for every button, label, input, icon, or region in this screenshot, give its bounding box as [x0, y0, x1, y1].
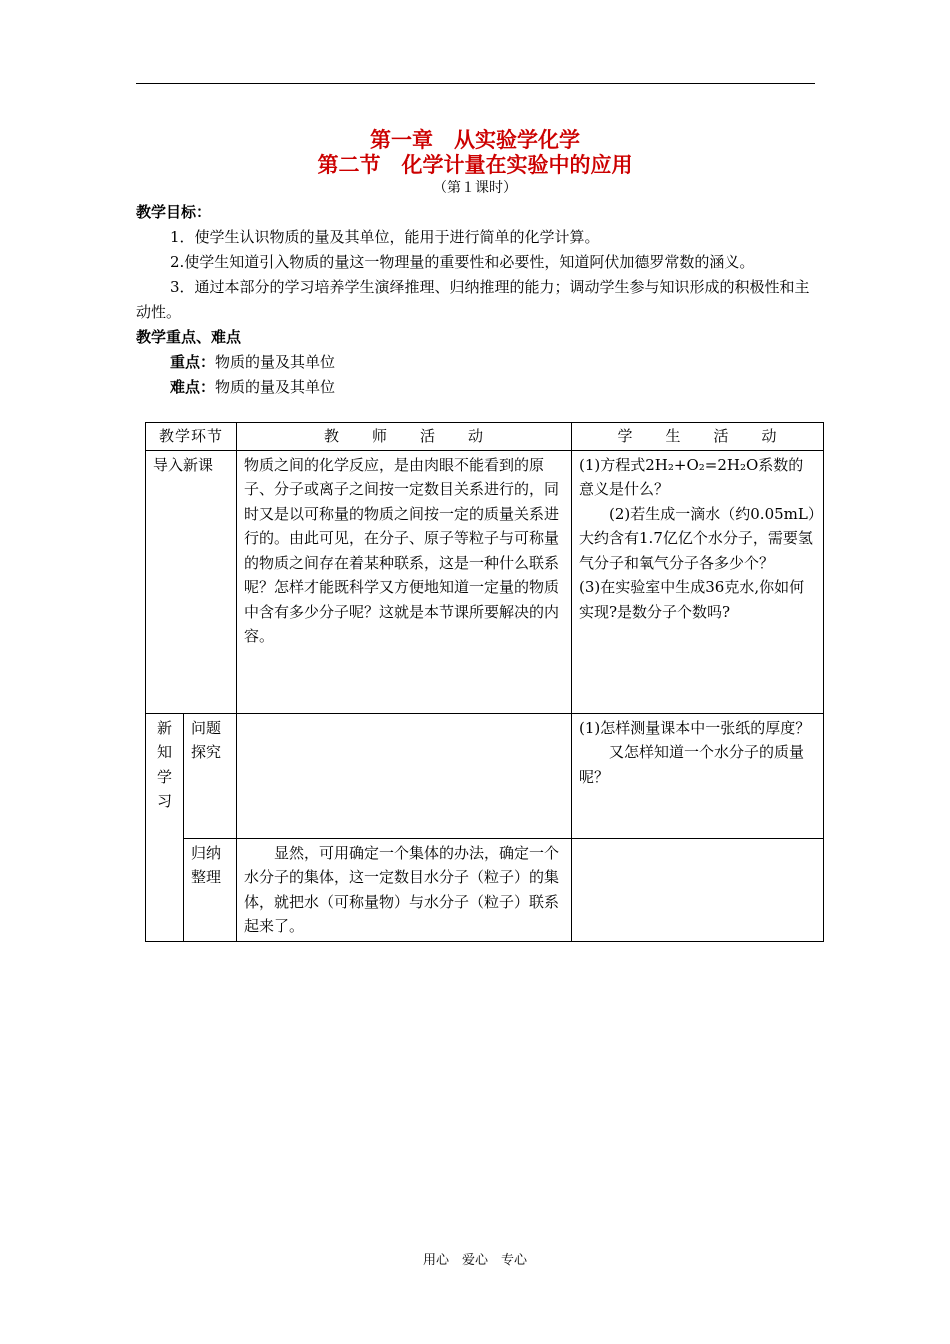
lesson-plan-table	[145, 422, 824, 942]
student-explore-q2: 又怎样知道一个水分子的质量呢？	[579, 743, 805, 786]
student-explore	[572, 713, 824, 838]
difficult-point-text: 物质的量及其单位	[215, 378, 336, 396]
substage-explore: 问题探究	[184, 713, 237, 838]
table-header-row	[146, 423, 824, 451]
key-point	[170, 350, 335, 375]
header-rule	[136, 83, 815, 84]
student-intro-q2: (2)若生成一滴水（约0.05mL）大约含有1.7亿亿个水分子，需要氢气分子和氧气分子各多少个？	[579, 504, 816, 572]
stage-new-knowledge-cell	[146, 713, 184, 941]
key-point-text: 物质的量及其单位	[215, 353, 336, 371]
difficult-point	[170, 375, 335, 400]
table-row-intro	[146, 450, 824, 713]
objective-item-3: 3．通过本部分的学习培养学生演绎推理、归纳推理的能力；调动学生参与知识形成的积极性和主动性。	[136, 278, 810, 321]
substage-summary: 归纳整理	[184, 838, 237, 941]
header-student: 学 生 活 动	[572, 423, 824, 451]
student-intro-q1: (1)方程式2H₂+O₂=2H₂O系数的意义是什么？	[579, 455, 804, 498]
student-intro-q3: (3)在实验室中生成36克水,你如何实现?是数分子个数吗?	[579, 578, 805, 621]
key-point-label: 重点：	[170, 353, 216, 371]
table-row-summary	[146, 838, 824, 941]
objective-item-2: 2.使学生知道引入物质的量这一物理量的重要性和必要性，知道阿伏加德罗常数的涵义。	[170, 253, 755, 271]
stage-intro: 导入新课	[146, 450, 237, 713]
objective-item-1: 1．使学生认识物质的量及其单位，能用于进行简单的化学计算。	[170, 228, 600, 246]
page-footer: 用心 爱心 专心	[422, 1253, 527, 1268]
header-teacher: 教 师 活 动	[237, 423, 572, 451]
section-title: 第二节 化学计量在实验中的应用	[317, 153, 633, 177]
teacher-intro: 物质之间的化学反应，是由肉眼不能看到的原子、分子或离子之间按一定数目关系进行的，同时又是以可称量的物质之间按一定的质量关系进行的。由此可见，在分子、原子等粒子与可称量的物质之间存在着某种联系，这是一种什么联系呢？怎样才能既科学又方便地知道一定量的物质中含有多少分子呢？这就是本节课所要解决的内容。	[237, 450, 572, 713]
keypoints-heading: 教学重点、难点	[136, 328, 242, 346]
teacher-summary: 显然，可用确定一个集体的办法，确定一个水分子的集体，这一定数目水分子（粒子）的集体，就把水（可称量物）与水分子（粒子）联系起来了。	[237, 838, 572, 941]
table-row-explore	[146, 713, 824, 838]
student-summary	[572, 838, 824, 941]
student-explore-q1: (1)怎样测量课本中一张纸的厚度？	[579, 718, 811, 737]
chapter-title: 第一章 从实验学化学	[370, 128, 580, 152]
header-stage: 教学环节	[146, 423, 237, 451]
stage-new-knowledge: 新知学习	[156, 718, 172, 810]
student-intro	[572, 450, 824, 713]
objectives-heading: 教学目标：	[136, 203, 212, 221]
difficult-point-label: 难点：	[170, 378, 216, 396]
lesson-number: （第１课时）	[433, 180, 517, 196]
teacher-explore	[237, 713, 572, 838]
